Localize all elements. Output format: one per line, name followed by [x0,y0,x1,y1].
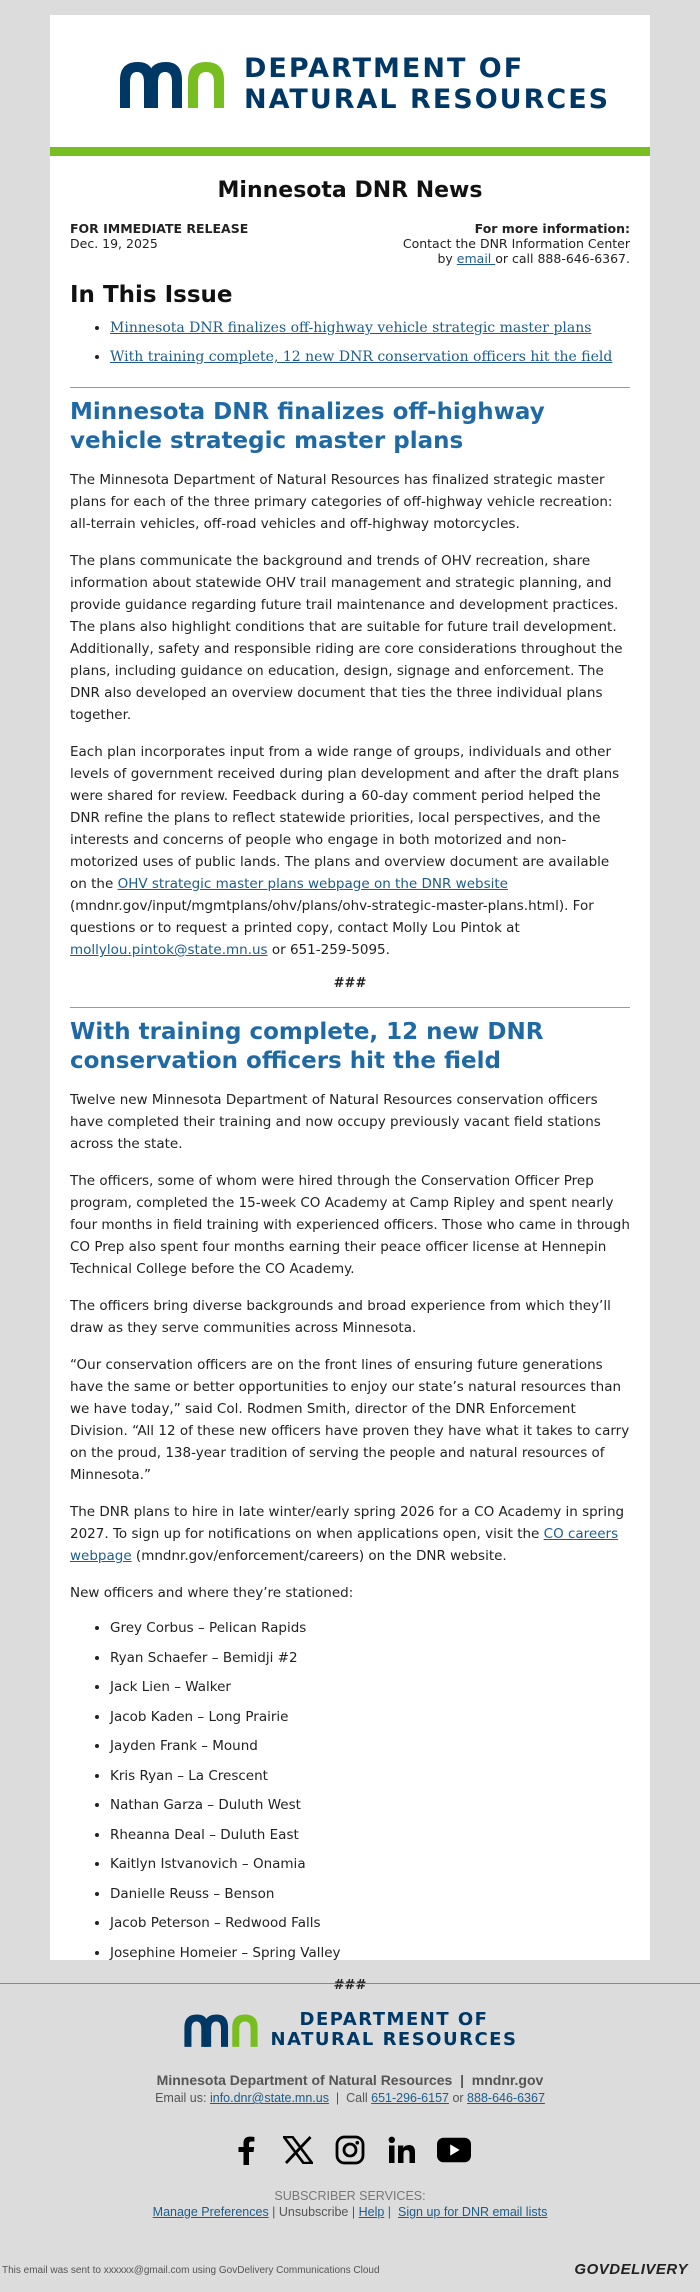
youtube-icon[interactable] [437,2133,471,2167]
contact-info [403,221,630,266]
logo-line-2: NATURAL RESOURCES [270,2029,518,2050]
article-officers-paragraph: Twelve new Minnesota Department of Natural Resources conservation officers have completed their training and now occupy previously vacant field stations across the state. [70,1092,601,1152]
list-item: • Jack Lien – Walker [110,1678,630,1696]
list-item: • Kaitlyn Istvanovich – Onamia [110,1855,630,1873]
signup-link[interactable]: Sign up for DNR email lists [397,2205,548,2219]
subscriber-services-heading: SUBSCRIBER SERVICES: [274,2189,426,2203]
end-mark: ### [333,976,367,991]
release-date: Dec. 19, 2025 [70,236,158,251]
list-item: • Nathan Garza – Duluth West [110,1796,630,1814]
contact-call: or call 888-646-6367. [495,251,630,266]
or-text: or [448,2091,468,2105]
call-label: | Call [328,2091,372,2105]
mn-logo-icon [183,2013,259,2047]
article-ohv-title: Minnesota DNR finalizes off-highway vehicle strategic master plans [70,399,545,454]
facebook-icon[interactable] [229,2133,263,2167]
footer-org-name: Minnesota Department of Natural Resources | mndnr.gov [156,2072,544,2088]
mn-logo-icon [118,60,226,108]
footer-divider [0,1983,700,1984]
footer-contact [0,2091,700,2105]
newsletter-card [50,15,650,1993]
newsletter-content [50,178,650,1993]
in-this-issue-heading: In This Issue [70,282,233,308]
logo-line-1: DEPARTMENT OF [244,53,525,84]
text-span: (mndnr.gov/input/mgmtplans/ohv/plans/ohv-strategic-master-plans.html). For questions or to request a printed copy, contact Molly Lou Pintok at [70,898,594,936]
article-officers-paragraph: “Our conservation officers are on the front lines of ensuring future generations have the same or better opportunities to enjoy our state’s natural resources than we have today,” said Col. Rodmen Smith, director of the DNR Enforcement Division. “All 12 of these new officers have proven they have what it takes to carry on the proud, 138-year tradition of serving the people and natural resources of Minnesota.” [70,1357,630,1483]
list-item: • Grey Corbus – Pelican Rapids [110,1619,630,1637]
officers-list-intro: New officers and where they’re stationed: [70,1585,354,1601]
phone-link-1[interactable]: 651-296-6157 [371,2091,449,2105]
toc-link-ohv[interactable]: Minnesota DNR finalizes off-highway vehicle strategic master plans [110,320,592,336]
separator: | [348,2205,359,2219]
article-officers-title: With training complete, 12 new DNR conservation officers hit the field [70,1019,544,1074]
separator: | [268,2205,279,2219]
email-label: Email us: [155,2091,210,2105]
help-link[interactable]: Help [358,2205,385,2219]
article-ohv-paragraph [70,741,630,961]
instagram-icon[interactable] [333,2133,367,2167]
release-info [70,221,630,266]
article-ohv-paragraph: The Minnesota Department of Natural Resources has finalized strategic master plans for each of the three primary categories of off-highway vehicle recreation: all-terrain vehicles, off-road vehicles and off-highway motorcycles. [70,472,613,532]
green-divider-bar [50,147,650,156]
list-item: • Josephine Homeier – Spring Valley [110,1944,630,1962]
dnr-logo[interactable] [118,53,610,115]
contact-email-link[interactable]: email [456,251,496,266]
article-officers-paragraph: The officers bring diverse backgrounds and broad experience from which they’ll draw as they serve communities across Minnesota. [70,1298,611,1336]
separator: | [384,2205,398,2219]
text-span: Each plan incorporates input from a wide range of groups, individuals and other levels of government received during plan development and after the draft plans were shared for review. Feedback during a 60-day comment period helped the DNR refine the plans to reflect statewide priorities, local perspectives, and the interests and concerns of people who engage in both motorized and non-motorized uses of public lands. The plans and overview document are available on the [70,744,620,892]
unsubscribe-link[interactable]: Unsubscribe [278,2205,349,2219]
logo-line-2: NATURAL RESOURCES [244,84,611,115]
toc-item [110,349,630,365]
pintok-email-link[interactable]: mollylou.pintok@state.mn.us [70,942,268,958]
linkedin-icon[interactable] [385,2133,419,2167]
text-span: The DNR plans to hire in late winter/early spring 2026 for a CO Academy in spring 2027. To sign up for notifications on when applications open, visit the [70,1504,625,1542]
list-item: • Rheanna Deal – Duluth East [110,1826,630,1844]
text-span: or 651-259-5095. [267,942,390,958]
contact-by: by [437,251,457,266]
toc-item [110,320,630,336]
footer-dnr-logo[interactable] [183,2010,518,2050]
x-icon[interactable] [281,2133,315,2167]
footer-email-link[interactable]: info.dnr@state.mn.us [209,2091,329,2105]
header-logo-area [50,15,650,147]
list-item: • Jayden Frank – Mound [110,1737,630,1755]
section-divider [70,1007,630,1008]
article-ohv-paragraph: The plans communicate the background and trends of OHV recreation, share information about statewide OHV trail management and strategic planning, and provide guidance regarding future trail maintenance and development practices. The plans also highlight conditions that are suitable for future trail development. Additionally, safety and responsible riding are core considerations throughout the plans, including guidance on education, design, signage and enforcement. The DNR also developed an overview document that ties the three individual plans together. [70,553,623,723]
phone-link-2[interactable]: 888-646-6367 [467,2091,545,2105]
list-item: • Ryan Schaefer – Bemidji #2 [110,1649,630,1667]
logo-line-1: DEPARTMENT OF [299,2009,489,2030]
list-item: • Jacob Kaden – Long Prairie [110,1708,630,1726]
sent-to-notice: This email was sent to xxxxxx@gmail.com using GovDelivery Communications Cloud [2,2265,380,2276]
toc-link-officers[interactable]: With training complete, 12 new DNR conservation officers hit the field [110,349,613,365]
list-item: • Kris Ryan – La Crescent [110,1767,630,1785]
newsletter-title: Minnesota DNR News [217,178,483,203]
govdelivery-logo[interactable]: GOVDELIVERY [574,2261,688,2278]
logo-wordmark [244,53,610,115]
manage-preferences-link[interactable]: Manage Preferences [152,2205,269,2219]
table-of-contents [70,320,630,365]
text-span: (mndnr.gov/enforcement/careers) on the DNR website. [131,1548,507,1564]
footer-logo-wordmark [271,2010,518,2050]
section-divider [70,387,630,388]
article-officers-paragraph: The officers, some of whom were hired through the Conservation Officer Prep program, completed the 15-week CO Academy at Camp Ripley and spent nearly four months in field training with experienced officers. Those who came in through CO Prep also spent four months earning their peace officer license at Hennepin Technical College before the CO Academy. [70,1173,630,1277]
footer [0,2010,700,2219]
article-officers-paragraph [70,1501,630,1567]
co-careers-link[interactable]: CO careers webpage [70,1526,619,1564]
release-left [70,221,248,266]
contact-line: Contact the DNR Information Center [402,236,630,251]
list-item: • Jacob Peterson – Redwood Falls [110,1914,630,1932]
ohv-plans-link[interactable]: OHV strategic master plans webpage on the DNR website [117,876,508,892]
subscriber-links [0,2205,700,2219]
social-links [0,2133,700,2167]
officers-list [70,1619,630,1962]
list-item: • Danielle Reuss – Benson [110,1885,630,1903]
release-label: FOR IMMEDIATE RELEASE [70,221,249,236]
contact-method [403,251,630,266]
end-mark: ### [333,1977,367,1993]
more-info-label: For more information: [474,221,630,236]
